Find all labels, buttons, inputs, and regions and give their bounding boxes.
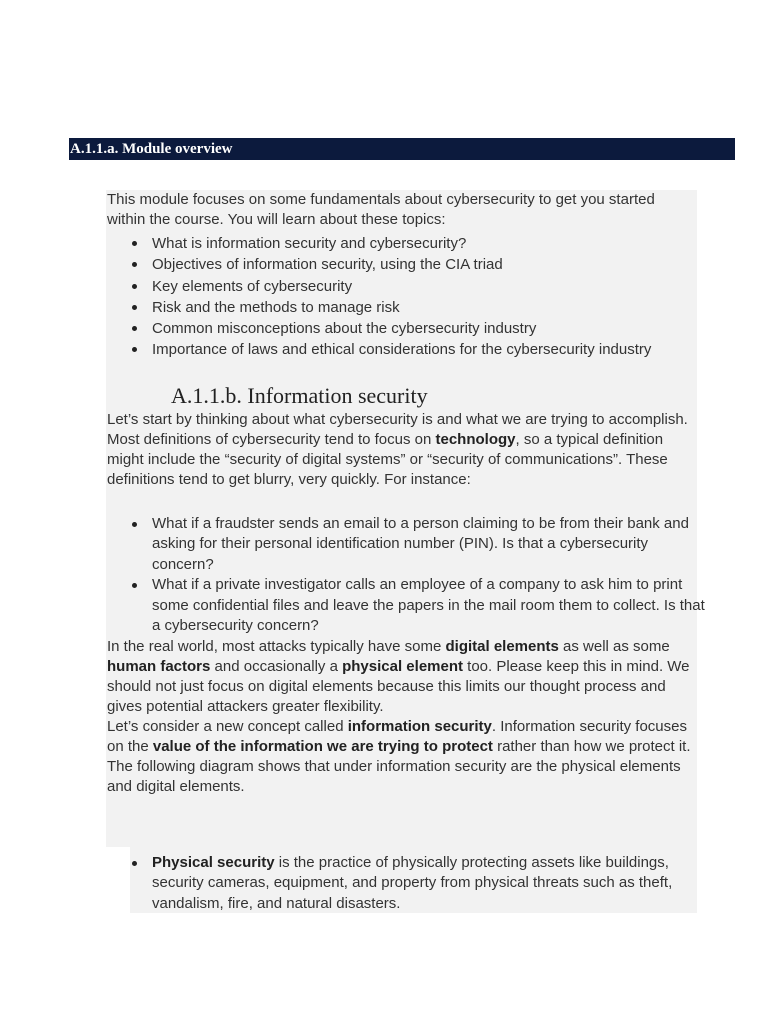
text-run: rather than how we protect it. The following diagram shows that under information security are the physical elements and digital elements. (107, 738, 691, 795)
text-run: In the real world, most attacks typically have some (107, 638, 446, 655)
list-item (152, 853, 712, 914)
bold-text: digital elements (445, 638, 559, 655)
list-item: Key elements of cybersecurity (152, 276, 712, 297)
list-item: Importance of laws and ethical considerations for the cybersecurity industry (152, 339, 712, 360)
text-run: Let’s consider a new concept called (107, 718, 348, 735)
paragraph-attacks (107, 637, 697, 717)
text-run: is the practice of physically protecting assets like buildings, security cameras, equipment, and property from physical threats such as theft, vandalism, fire, and natural disasters. (152, 854, 673, 912)
text-run: Let’s start by thinking about what cybersecurity is and what we are trying to accomplish. Most definitions of cybersecurity tend to focus on (107, 411, 688, 448)
bold-text: Physical security (152, 854, 275, 871)
module-header-bar (69, 138, 735, 160)
paragraph-definition (107, 410, 697, 490)
text-run: as well as some (558, 638, 670, 655)
text-run: , so a typical definition might include the “security of digital systems” or “security of communications”. These definitions tend to get blurry, very quickly. For instance: (107, 431, 668, 488)
security-types-list (106, 853, 712, 914)
bold-text: physical element (342, 658, 463, 675)
list-item: Common misconceptions about the cybersecurity industry (152, 318, 712, 339)
module-header-title: A.1.1.a. Module overview (70, 141, 233, 157)
list-item: Objectives of information security, using the CIA triad (152, 254, 712, 275)
bold-text: value of the information we are trying to protect (152, 738, 493, 755)
text-run: too. Please keep this in mind. We should not just focus on digital elements because this limits our thought process and gives potential attackers greater flexibility. (107, 658, 690, 715)
topics-list (106, 233, 712, 361)
bold-text: information security (347, 718, 492, 735)
intro-text: This module focuses on some fundamentals about cybersecurity to get you started within the course. You will learn about these topics: (107, 191, 655, 228)
text-run: and occasionally a (210, 658, 343, 675)
paragraph-information-security (107, 717, 697, 797)
list-item: What if a fraudster sends an email to a person claiming to be from their bank and asking for their personal identification number (PIN). Is that a cybersecurity concern? (152, 514, 712, 575)
section-title: A.1.1.b. Information security (171, 383, 428, 408)
list-item: What is information security and cybersecurity? (152, 233, 712, 254)
text-run: . Information security focuses on the (107, 718, 687, 755)
examples-list (106, 514, 712, 636)
bold-text: human factors (107, 658, 211, 675)
bold-text: technology (435, 431, 516, 448)
list-item: Risk and the methods to manage risk (152, 297, 712, 318)
list-item: What if a private investigator calls an employee of a company to ask him to print some confidential files and leave the papers in the mail room them to collect. Is that a cybersecurity concern? (152, 575, 712, 636)
